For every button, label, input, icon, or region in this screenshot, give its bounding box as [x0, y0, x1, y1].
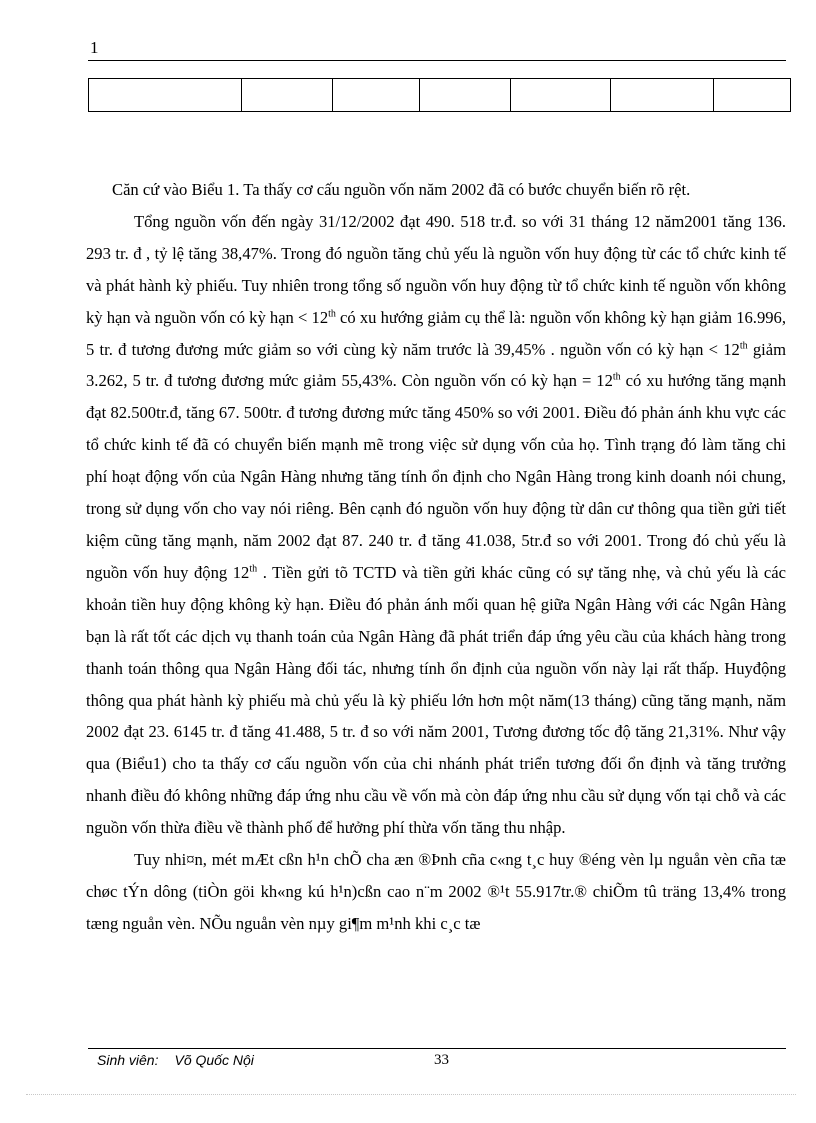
- text-run: Tổng nguồn vốn đến ngày 31/12/2002 đạt 490. 518 tr.đ. so với 31 tháng 12 năm2001 tăng 136. 293 tr. đ , tỷ lệ tăng 38,47%. Trong đó nguồn tăng chủ yếu là nguồn vốn huy động từ các tổ chức kinh tế và phát hành kỳ phiếu. Tuy nhiên trong tổng số nguồn vốn huy động từ tổ chức kinh tế nguồn vốn không kỳ hạn và nguồn vốn có kỳ hạn < 12: [86, 211, 786, 327]
- text-run: . Tiền gửi tõ TCTD và tiền gửi khác cũng có sự tăng nhẹ, và chủ yếu là các khoản tiền huy động không kỳ hạn. Điều đó phản ánh mối quan hệ giữa Ngân Hàng với các Ngân Hàng bạn là rất tốt các dịch vụ thanh toán của Ngân Hàng đã phát triển đáp ứng yêu cầu của khách hàng trong thanh toán thông qua Ngân Hàng đối tác, nhưng tính ổn định của nguồn vốn này lại rất thấp. Huyđộng thông qua phát hành kỳ phiếu mà chủ yếu là kỳ phiếu lớn hơn một năm(13 tháng) cũng tăng mạnh, năm 2002 đạt 23. 6145 tr. đ tăng 41.488, 5 tr. đ so với năm 2001, Tương đương tốc độ tăng 21,31%. Như vậy qua (Biểu1) cho ta thấy cơ cấu nguồn vốn của chi nhánh phát triển tương đối ổn định và tăng trưởng nhanh điều đó không những đáp ứng nhu cầu về vốn mà còn đáp ứng nhu cầu sử dụng vốn tại chỗ và các nguồn vốn thừa điều về thành phố để hưởng phí thừa vốn tăng thu nhập.: [86, 562, 786, 838]
- body-text: [86, 174, 786, 940]
- student-label: Sinh viên:: [97, 1052, 159, 1068]
- superscript: th: [739, 340, 748, 351]
- superscript: th: [612, 371, 621, 383]
- table-cell: [333, 79, 420, 112]
- paragraph-garbled: Tuy nhi¤n, mét mÆt cßn h¹n chÕ cha æn ®Þnh cña c«ng t¸c huy ®éng vèn lµ nguån vèn cña tæ chøc tÝn dông (tiÒn göi kh«ng kú h¹n)cßn cao n¨m 2002 ®¹t 55.917tr.® chiÕm tû träng 13,4% trong tæng nguån vèn. NÕu nguån vèn nµy gi¶m m¹nh khi c¸c tæ: [86, 850, 786, 933]
- empty-table-row: [88, 78, 791, 112]
- table-cell: [242, 79, 333, 112]
- table-cell: [420, 79, 511, 112]
- table-cell: [511, 79, 611, 112]
- header-rule: [88, 60, 786, 61]
- page-number: 33: [434, 1052, 449, 1068]
- paragraph-analysis: [86, 206, 786, 844]
- text-run: giảm 3.262, 5 tr. đ tương đương mức giảm 55,43%. Còn nguồn vốn có kỳ hạn = 12: [86, 339, 786, 391]
- superscript: th: [328, 308, 336, 320]
- student-name: Võ Quốc Nội: [174, 1052, 254, 1068]
- footer-student: [97, 1052, 254, 1068]
- table-cell: [611, 79, 714, 112]
- table-cell: [89, 79, 242, 112]
- table-cell: [714, 79, 791, 112]
- text-run: có xu hướng giảm cụ thể là: nguồn vốn không kỳ hạn giảm 16.996, 5 tr. đ tương đương mức giảm so với cùng kỳ năm trước là 39,45% . nguồn vốn có kỳ hạn < 12: [86, 307, 786, 359]
- superscript: th: [249, 563, 258, 575]
- text-run: có xu hướng tăng mạnh đạt 82.500tr.đ, tăng 67. 500tr. đ tương đương mức tăng 450% so với 2001. Điều đó phản ánh khu vực các tổ chức kinh tế đã có chuyển biến mạnh mẽ trong việc sử dụng vốn của họ. Tình trạng đó làm tăng chi phí hoạt động vốn của Ngân Hàng nhưng tăng tính ổn định cho Ngân Hàng trong kinh doanh nói chung, trong sử dụng vốn cho vay nói riêng. Bên cạnh đó nguồn vốn huy động từ dân cư thông qua tiền gửi tiết kiệm cũng tăng mạnh, năm 2002 đạt 87. 240 tr. đ tăng 41.038, 5tr.đ so với 2001. Trong đó chủ yếu là nguồn vốn huy động 12: [86, 371, 786, 582]
- page-marker: 1: [90, 38, 99, 57]
- footer-rule: [88, 1048, 786, 1049]
- paragraph-intro: Căn cứ vào Biểu 1. Ta thấy cơ cấu nguồn vốn năm 2002 đã có bước chuyển biến rõ rệt.: [112, 180, 691, 199]
- page-edge-divider: [26, 1094, 796, 1095]
- table-row: [89, 79, 791, 112]
